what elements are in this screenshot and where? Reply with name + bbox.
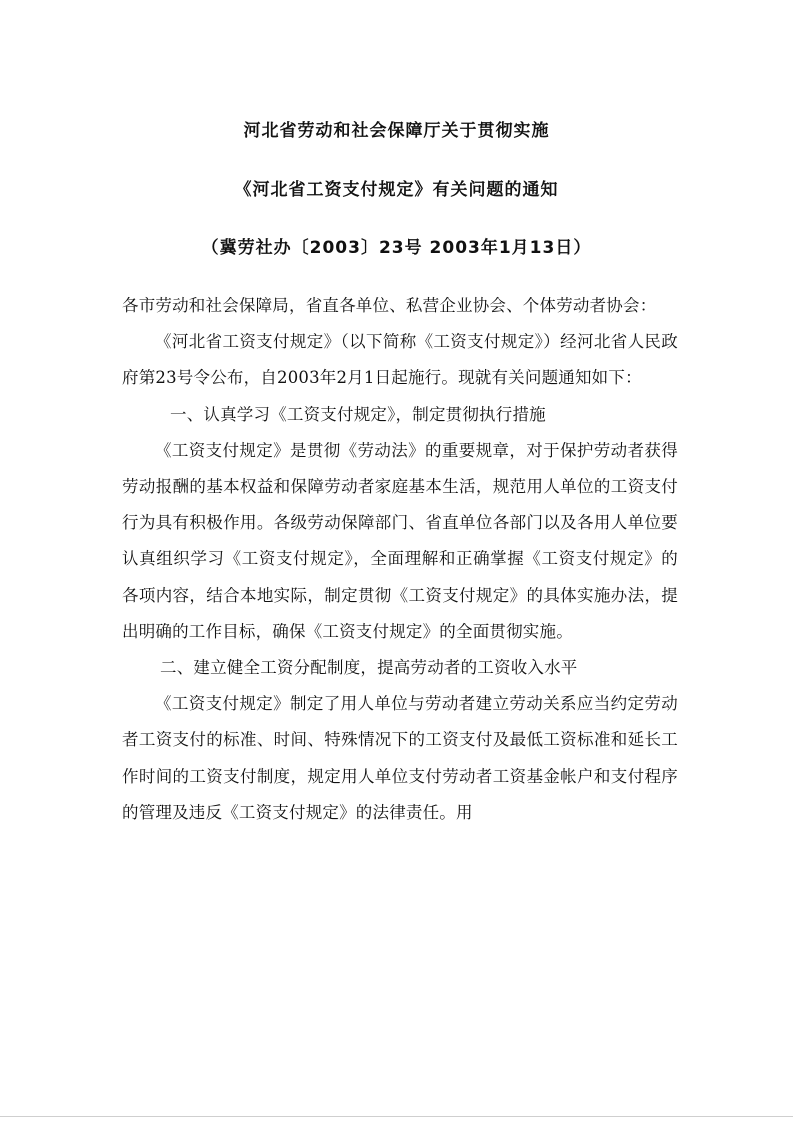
section-2-heading: 二、建立健全工资分配制度，提高劳动者的工资收入水平 xyxy=(160,658,578,678)
document-body xyxy=(122,288,678,831)
page-bottom-divider xyxy=(0,1116,793,1117)
document-title-line-1: 河北省劳动和社会保障厅关于贯彻实施 xyxy=(243,121,550,141)
document-reference-line: （冀劳社办〔2003〕23号 2003年1月13日） xyxy=(201,238,592,258)
intro-paragraph: 《河北省工资支付规定》（以下简称《工资支付规定》）经河北省人民政府第23号令公布，自2003年2月1日起施行。现就有关问题通知如下： xyxy=(122,332,678,388)
salutation: 各市劳动和社会保障局，省直各单位、私营企业协会、个体劳动者协会： xyxy=(122,296,657,315)
document-title-line-2: 《河北省工资支付规定》有关问题的通知 xyxy=(234,180,559,200)
section-2-body: 《工资支付规定》制定了用人单位与劳动者建立劳动关系应当约定劳动者工资支付的标准、时间、特殊情况下的工资支付及最低工资标准和延长工作时间的工资支付制度，规定用人单位支付劳动者工资基金帐户和支付程序的管理及违反《工资支付规定》的法律责任。用 xyxy=(122,694,678,822)
section-1-body: 《工资支付规定》是贯彻《劳动法》的重要规章，对于保护劳动者获得劳动报酬的基本权益和保障劳动者家庭基本生活，规范用人单位的工资支付行为具有积极作用。各级劳动保障部门、省直单位各部门以及各用人单位要认真组织学习《工资支付规定》，全面理解和正确掌握《工资支付规定》的各项内容，结合本地实际，制定贯彻《工资支付规定》的具体实施办法，提出明确的工作目标，确保《工资支付规定》的全面贯彻实施。 xyxy=(122,440,678,641)
section-1-heading: 一、认真学习《工资支付规定》，制定贯彻执行措施 xyxy=(170,404,546,424)
